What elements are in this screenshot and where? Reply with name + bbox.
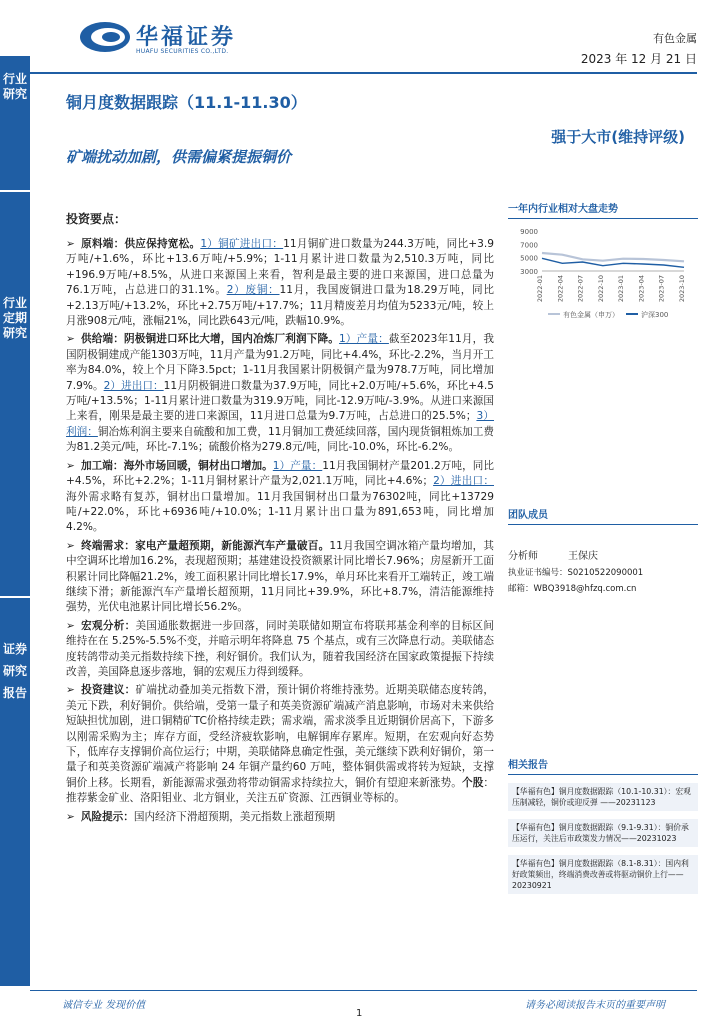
bullet-arrow-icon: ➢: [66, 539, 75, 552]
bullet-arrow-icon: ➢: [66, 810, 75, 823]
key-point-heading: 加工端：海外市场回暖，铜材出口增加。: [80, 459, 273, 472]
key-point-heading: 风险提示：: [80, 810, 134, 823]
related-report-item[interactable]: 【华福有色】铜月度数据跟踪（8.1-8.31）：国内利好政策频出，终端消费改善或将驱动铜价上行——20230921: [508, 855, 698, 894]
related-reports-title: 相关报告: [508, 756, 698, 775]
x-tick-label: 2022-01: [536, 275, 544, 303]
related-report-item[interactable]: 【华福有色】铜月度数据跟踪（9.1-9.31）：铜价承压运行，关注后市政策发力情况——20231023: [508, 819, 698, 847]
key-point-subheading: 1）产量：: [339, 333, 389, 346]
related-reports-section: [508, 756, 698, 894]
company-logo: [78, 14, 258, 62]
key-point-paragraph: [66, 683, 494, 806]
key-point-text: 11月，我国废铜进口量为18.29万吨，同比+2.13万吨/+13.2%，环比+2.75万吨/+17.7%；11月精废差月均值为5233元/吨，较上月涨908元/吨，涨幅21%，同比跌643元/吨，跌幅10.9%。: [66, 284, 494, 328]
report-subtitle: 矿端扰动加剧，供需偏紧提振铜价: [66, 148, 292, 166]
huafu-logo-mark-icon: [78, 20, 132, 54]
key-point-text: 截至2023年11月，我国阴极铜建成产能1303万吨，11月产量为91.2万吨，同比+4.4%，环比-2.2%，当月开工率为84.0%，较上个月下降3.5pct；1-11月我国累计阴极铜产量为978.7万吨，同比增加7.9%。: [66, 333, 494, 392]
key-point-text: 国内经济下滑超预期，美元指数上涨超预期: [133, 810, 336, 823]
key-point-paragraph: [66, 619, 494, 681]
sidebar-divider: [0, 190, 30, 192]
rating-label: 强于大市(维持评级): [551, 128, 685, 146]
key-point-text: 个股: [462, 776, 484, 789]
key-points-list: [66, 237, 494, 825]
sidebar-label-securities-report: 证券研究报告: [2, 642, 27, 700]
y-tick-label: 3000: [520, 268, 538, 276]
key-point-paragraph: [66, 810, 494, 825]
key-point-paragraph: [66, 237, 494, 329]
report-date: 2023 年 12 月 21 日: [580, 52, 697, 66]
report-title: 铜月度数据跟踪（11.1-11.30）: [66, 93, 307, 112]
x-tick-label: 2022-10: [596, 275, 605, 303]
key-point-text: 11月阴极铜进口数量为37.9万吨，同比+2.0万吨/+5.6%，环比+4.5万吨/+13.5%；1-11月累计进口数量为319.9万吨，同比-12.9万吨/-3.9%。从进口来源国上来看，刚果是最主要的进口来源国，11月进口总量为9.7万吨，占总进口的25.5%；: [66, 379, 495, 423]
x-tick-label: 2023-07: [657, 275, 666, 303]
team-section: [508, 506, 698, 594]
sidebar-label-industry-research: 行业研究: [2, 72, 27, 101]
bullet-arrow-icon: ➢: [66, 333, 75, 346]
key-point-text: 铜冶炼利润主要来自硫酸和加工费，11月铜加工费延续回落，国内现货铜粗炼加工费为81.2美元/吨，环比-7.1%；硫酸价格为279.8元/吨，同比-10.0%，环比-6.2%。: [66, 425, 494, 454]
left-sidebar-band: [0, 56, 30, 986]
bullet-arrow-icon: ➢: [66, 238, 75, 250]
key-point-text: ：推荐紫金矿业、洛阳钼业、北方铜业，关注五矿资源、江西铜业等标的。: [66, 776, 494, 805]
industry-category: 有色金属: [653, 32, 697, 45]
related-report-item[interactable]: 【华福有色】铜月度数据跟踪（10.1-10.31）：宏观压制减轻，铜价或迎反弹 ——20231123: [508, 783, 698, 811]
x-tick-label: 2023-04: [637, 275, 646, 303]
key-point-subheading: 3）利润：: [66, 410, 494, 438]
key-point-text: 11月铜矿进口数量为244.3万吨，同比+3.9万吨/+1.6%，环比+13.6万吨/+5.9%；1-11月累计进口数量为2,510.3万吨，同比+196.9万吨/+8.5%，从进口来源国上来看，智利是最主要的进口来源国，进口总量为76.1万吨，占总进口的31.1%。: [66, 238, 494, 297]
legend-label: 沪深300: [641, 311, 669, 319]
footer-divider: [30, 990, 697, 991]
key-point-subheading: 1）铜矿进出口：: [200, 238, 284, 250]
sidebar-divider: [0, 596, 30, 598]
logo-chinese-text: 华福证券: [136, 25, 237, 50]
bullet-arrow-icon: ➢: [66, 459, 75, 472]
key-point-text: 矿端扰动叠加美元指数下滑，预计铜价将维持涨势。近期美联储态度转鸽，美元下跌，利好铜价。供给端，受第一量子和英美资源矿端减产消息影响，市场对未来供给短缺担忧加剧，进口铜精矿TC价格持续走跌；需求端，需求淡季且近期铜价居高下，下游多以刚需采购为主；库存方面，受经济疲软影响，电解铜库存累库。短期，在宏观向好态势下，低库存支撑铜价高位运行；中期，美联储降息确定性强，美元继续下跌利好铜价，第一量子和英美资源矿端减产将影响 24 年铜产量约60 万吨，整体铜供需或将转为短缺，支撑铜价上移。长期看，新能源需求强劲将带动铜需求持续拉大，铜价有望迎来新涨势。: [66, 684, 495, 789]
footer-disclaimer: 请务必阅读报告末页的重要声明: [525, 1000, 665, 1011]
header-divider: [30, 72, 697, 74]
legend-label: 有色金属（申万）: [563, 311, 619, 319]
key-point-heading: 终端需求：家电产量超预期，新能源汽车产量破百。: [80, 539, 330, 552]
key-point-subheading: 2）进出口：: [433, 475, 494, 488]
trend-chart-svg: [508, 219, 698, 323]
key-point-text: 11月我国空调冰箱产量均增加，其中空调环比增加16.2%，表现超预期；基建建设投资额累计同比增长7.96%；房屋新开工面积累计同比降幅21.2%，竣工面积累计同比增长17.9%，单月环比来看开工端转正，竣工端继续下滑；新能源汽车产量增长超预期，11月同比+39.9%，环比+8.7%，清洁能源维持强势，光伏电池累计同比增长56.2%。: [66, 539, 495, 614]
footer-slogan: 诚信专业 发现价值: [62, 1000, 146, 1011]
key-point-text: 海外需求略有复苏，铜材出口量增加。11月我国铜材出口量为76302吨，同比+13729吨/+22.0%，环比+6936吨/+10.0%；1-11月累计出口量为891,653吨，同比增加4.2%。: [66, 490, 494, 534]
key-point-heading: 原料端：供应保持宽松。: [80, 238, 201, 250]
page-number: 1: [356, 1008, 363, 1019]
key-point-heading: 投资建议：: [80, 684, 136, 697]
series-line-0: [542, 253, 684, 261]
y-tick-label: 9000: [520, 228, 538, 236]
key-point-paragraph: [66, 459, 494, 536]
key-point-text: 11月我国铜材产量201.2万吨，同比+4.5%，环比+2.2%；1-11月铜材累计产量为2,021.1万吨，同比+4.6%；: [66, 459, 494, 488]
x-tick-label: 2022-04: [556, 275, 565, 303]
y-tick-label: 7000: [520, 241, 538, 250]
chart-title: 一年内行业相对大盘走势: [508, 200, 698, 219]
key-points-section: [66, 210, 494, 828]
x-tick-label: 2023-01: [617, 275, 626, 303]
x-tick-label: 2023-10: [678, 275, 686, 303]
bullet-arrow-icon: ➢: [66, 619, 75, 632]
key-point-paragraph: [66, 332, 494, 455]
key-point-heading: 宏观分析：: [80, 619, 136, 632]
analyst-email[interactable]: 邮箱：WBQ3918@hfzq.com.cn: [508, 584, 637, 594]
key-point-heading: 供给端：阴极铜进口环比大增，国内冶炼厂利润下降。: [80, 333, 340, 346]
key-point-text: 美国通胀数据进一步回落，同时美联储如期宣布将联邦基金利率的目标区间维持在在 5.25%-5.5%不变，并暗示明年将降息 75 个基点，或有三次降息行动。美联储态度转鸽带动美元指数持续下挫，利好铜价。我们认为，随着我国经济在国家政策提振下持续改善，美国降息逐步落地，铜的宏观压力得到缓释。: [66, 619, 495, 678]
x-tick-label: 2022-07: [576, 275, 585, 303]
key-point-subheading: 2）进出口：: [103, 379, 164, 392]
header-meta: [581, 30, 697, 67]
analyst-row: [508, 547, 698, 562]
sidebar-label-periodic-research: 行业定期研究: [2, 296, 27, 340]
analyst-role: 分析师: [508, 551, 538, 562]
key-point-paragraph: [66, 539, 494, 616]
analyst-name: 王保庆: [568, 551, 598, 562]
y-tick-label: 5000: [520, 254, 538, 263]
team-title: 团队成员: [508, 506, 698, 525]
relative-trend-chart: [508, 200, 698, 320]
logo-english-text: HUAFU SECURITIES CO.,LTD.: [136, 48, 229, 55]
key-points-title: 投资要点：: [66, 212, 127, 226]
key-point-subheading: 1）产量：: [272, 459, 323, 472]
bullet-arrow-icon: ➢: [66, 684, 75, 697]
key-point-subheading: 2）废铜：: [226, 284, 280, 297]
analyst-certificate: 执业证书编号：S0210522090001: [508, 568, 644, 578]
